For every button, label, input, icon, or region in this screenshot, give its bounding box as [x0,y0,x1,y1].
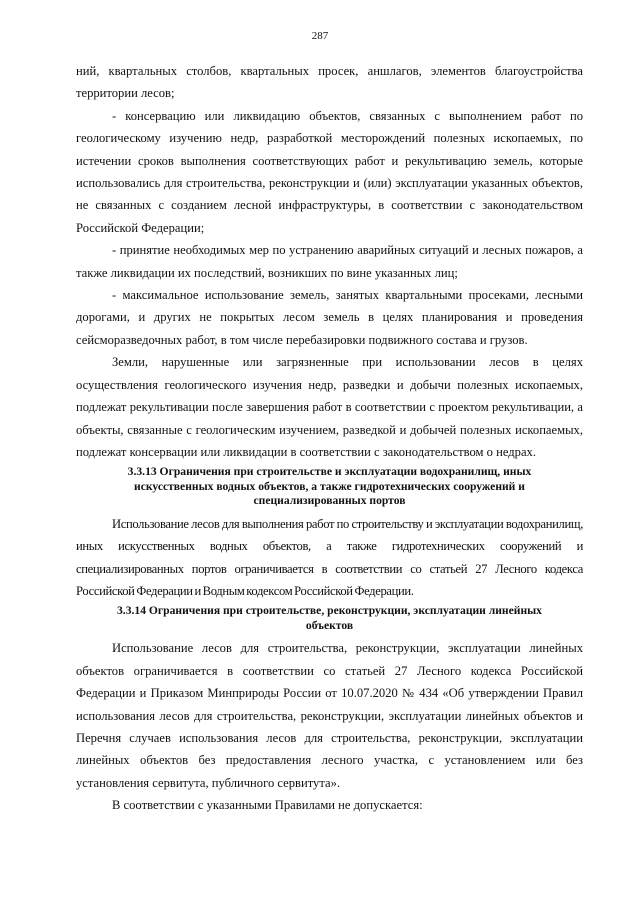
section-text-3-3-14: Использование лесов для строительства, реконструкции, эксплуатации линейных объектов ограничивается в соответствии со статьей 27 Лесного кодекса Российской Федерации и Приказом Минприроды России от 10.07.2020 № 434 «Об утверждении Правил использования лесов для строительства, реконструкции, эксплуатации линейных объектов и Перечня случаев использования лесов для строительства, реконструкции, эксплуатации линейных объектов без предоставления лесного участка, с установлением или без установления сервитута, публичного сервитута». [76,641,583,790]
section-text-3-3-13: Использование лесов для выполнения работ по строительству и эксплуатации водохранилищ, иных искусственных водных объектов, а также гидротехнических сооружений и специализированных портов ограничивается в соответствии со статьей 27 Лесного кодекса Российской Федерации и Водным кодексом Российской Федерации. [76,516,583,599]
list-item-conservation: - консервацию или ликвидацию объектов, связанных с выполнением работ по геологическому изучению недр, разработкой месторождений полезных ископаемых, по истечении сроков выполнения соответствующих работ и рекультивацию земель, которые использовались для строительства, реконструкции и (или) эксплуатации указанных объектов, не связанных с созданием лесной инфраструктуры, в соответствии с законодательством Российской Федерации; [76,108,583,235]
paragraph-continuation: ний, квартальных столбов, квартальных просек, аншлагов, элементов благоустройства территории лесов; [76,64,583,101]
section-heading-3-3-14: 3.3.14 Ограничения при строительстве, реконструкции, эксплуатации линейных объектов [117,604,542,632]
document-body [76,60,583,817]
section-closing-3-3-14: В соответствии с указанными Правилами не допускается: [112,798,423,813]
list-item-land-use: - максимальное использование земель, занятых квартальными просеками, лесными дорогами, и других не покрытых лесом земель в целях планирования и проведения сейсморазведочных работ, в том числе перебазировки подвижного состава и грузов. [76,288,583,347]
paragraph-land-reclamation: Земли, нарушенные или загрязненные при использовании лесов в целях осуществления геологического изучения недр, разведки и добычи полезных ископаемых, подлежат рекультивации после завершения работ в соответствии с проектом рекультивации, а объекты, связанные с геологическим изучением, разведкой и добычей полезных ископаемых, подлежат консервации или ликвидации в соответствии с законодательством о недрах. [76,355,583,459]
section-heading-3-3-13: 3.3.13 Ограничения при строительстве и эксплуатации водохранилищ, иных искусственных водных объектов, а также гидротехнических сооружений и специализированных портов [127,465,532,508]
list-item-emergency-measures: - принятие необходимых мер по устранению аварийных ситуаций и лесных пожаров, а также ликвидации их последствий, возникших по вине указанных лиц; [76,243,583,280]
page-number: 287 [311,30,329,42]
